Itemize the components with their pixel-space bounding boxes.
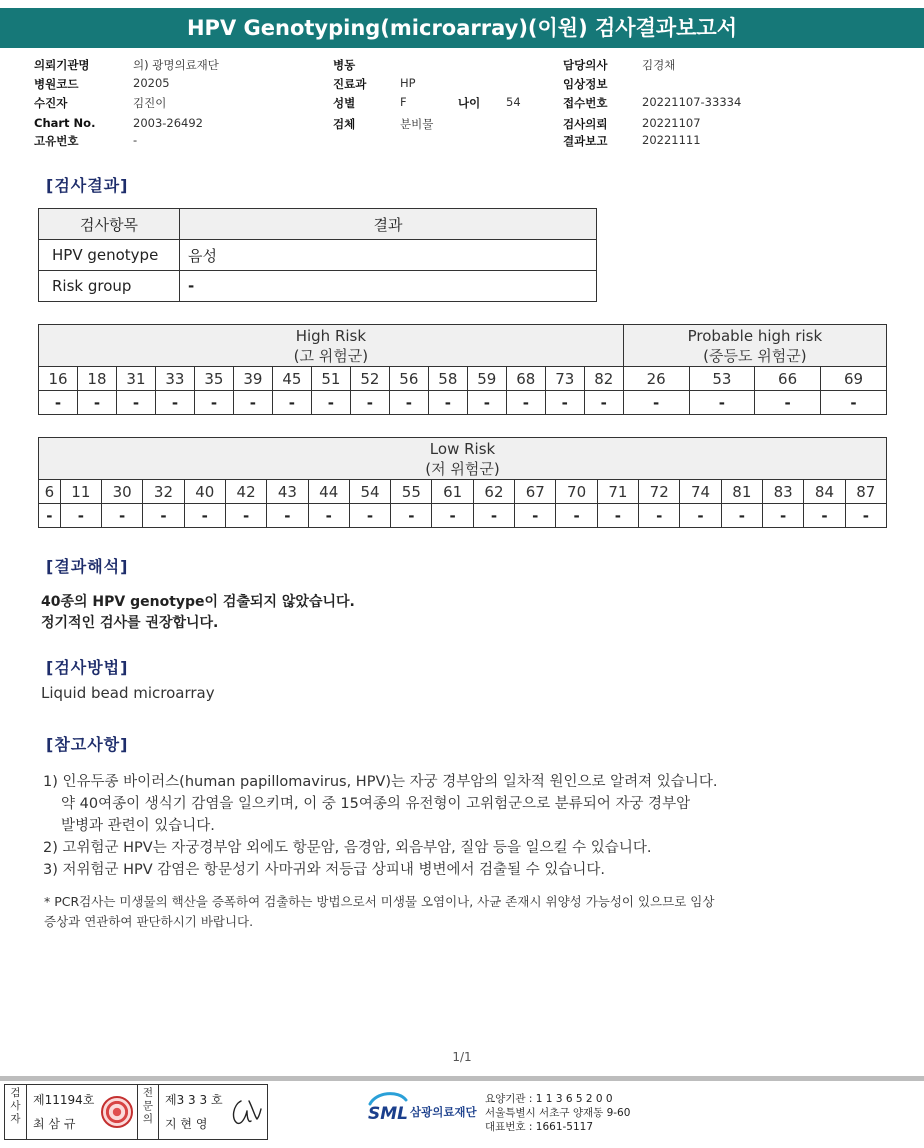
reference-item-continued: 발병과 관련이 있습니다. <box>61 818 215 834</box>
vertical-char: 문 <box>142 1100 154 1112</box>
clinical-info-label: 임상정보 <box>563 77 608 91</box>
genotype-number-cell: 42 <box>225 480 266 504</box>
genotype-result-cell: - <box>515 504 556 528</box>
genotype-number-cell: 43 <box>267 480 308 504</box>
genotype-number-cell: 69 <box>820 367 886 391</box>
info-row <box>0 95 924 113</box>
department-value: HP <box>400 76 416 90</box>
report-date-value: 20221111 <box>642 133 701 147</box>
genotype-number-cell: 55 <box>391 480 432 504</box>
genotype-number-cell: 82 <box>584 367 623 391</box>
genotype-number-cell: 54 <box>349 480 390 504</box>
genotype-result-cell: - <box>184 504 225 528</box>
genotype-number-cell: 58 <box>428 367 467 391</box>
risk-group-header-row <box>39 438 887 480</box>
genotype-number-cell: 67 <box>515 480 556 504</box>
doctor-label: 담당의사 <box>563 58 608 72</box>
probable-high-risk-header <box>623 325 886 367</box>
supervisor-vertical-label <box>137 1085 159 1139</box>
method-text: Liquid bead microarray <box>41 684 215 702</box>
signature-mark <box>227 1095 263 1129</box>
genotype-number-cell: 32 <box>143 480 184 504</box>
page-indicator: 1/1 <box>452 1050 472 1064</box>
genotype-number-cell: 70 <box>556 480 597 504</box>
genotype-result-cell: - <box>194 391 233 415</box>
high-risk-subtitle: (고 위험군) <box>293 346 369 365</box>
genotype-result-cell: - <box>473 504 514 528</box>
genotype-result-cell: - <box>272 391 311 415</box>
care-code: 요양기관 : 1 1 3 6 5 2 0 0 <box>485 1093 613 1105</box>
genotype-result-cell: - <box>432 504 473 528</box>
institution-info <box>485 1092 630 1134</box>
result-item-cell: Risk group <box>39 271 180 302</box>
genotype-result-cell: - <box>225 504 266 528</box>
reference-item: 1) 인유두종 바이러스(human papillomavirus, HPV)는 자궁 경부암의 일차적 원인으로 알려져 있습니다. <box>43 774 718 790</box>
genotype-result-cell: - <box>389 391 428 415</box>
reference-item: 2) 고위험군 HPV는 자궁경부암 외에도 항문암, 음경암, 외음부암, 질암 등을 일으킬 수 있습니다. <box>43 840 652 856</box>
receipt-no-value: 20221107-33334 <box>642 95 742 109</box>
genotype-number-cell: 39 <box>233 367 272 391</box>
vertical-char: 의 <box>142 1113 154 1125</box>
genotype-number-cell: 18 <box>77 367 116 391</box>
result-value-cell: 음성 <box>180 240 597 271</box>
info-row <box>0 116 924 134</box>
vertical-char: 검 <box>10 1087 21 1099</box>
genotype-number-cell: 68 <box>506 367 545 391</box>
genotype-result-cell: - <box>804 504 845 528</box>
genotype-number-cell: 30 <box>101 480 142 504</box>
genotype-number-cell: 33 <box>155 367 194 391</box>
info-row <box>0 76 924 94</box>
genotype-result-cell: - <box>428 391 467 415</box>
genotype-number-cell: 62 <box>473 480 514 504</box>
genotype-number-cell: 35 <box>194 367 233 391</box>
genotype-result-cell: - <box>689 391 755 415</box>
institution-value: 의) 광명의료재단 <box>133 58 219 72</box>
supervisor-name: 지 현 영 <box>165 1117 208 1131</box>
low-risk-title: Low Risk <box>429 439 496 458</box>
genotype-result-cell: - <box>39 391 78 415</box>
logo-institution-name: 삼광의료재단 <box>410 1105 477 1119</box>
genotype-result-cell: - <box>639 504 680 528</box>
risk-group-header-row <box>39 325 887 367</box>
request-date-label: 검사의뢰 <box>563 117 608 131</box>
genotype-result-row <box>39 504 887 528</box>
info-row <box>0 57 924 75</box>
genotype-result-cell: - <box>60 504 101 528</box>
genotype-number-cell: 74 <box>680 480 721 504</box>
institution-label: 의뢰기관명 <box>34 58 90 72</box>
interpretation-text <box>41 592 355 634</box>
genotype-result-cell: - <box>755 391 821 415</box>
signature-box <box>4 1084 268 1140</box>
ward-label: 병동 <box>333 58 356 72</box>
genotype-number-cell: 40 <box>184 480 225 504</box>
hospital-code-value: 20205 <box>133 76 170 90</box>
examinee-label: 수진자 <box>34 96 68 110</box>
sex-value: F <box>400 95 407 109</box>
genotype-number-cell: 51 <box>311 367 350 391</box>
department-label: 진료과 <box>333 77 367 91</box>
genotype-result-cell: - <box>350 391 389 415</box>
seal-stamp <box>101 1096 133 1128</box>
receipt-no-label: 접수번호 <box>563 96 608 110</box>
genotype-result-cell: - <box>267 504 308 528</box>
age-label: 나이 <box>458 96 481 110</box>
probable-high-risk-title: Probable high risk <box>687 326 823 345</box>
result-value-cell: - <box>180 271 597 302</box>
age-value: 54 <box>506 95 521 109</box>
genotype-number-cell: 53 <box>689 367 755 391</box>
genotype-result-cell: - <box>311 391 350 415</box>
genotype-result-cell: - <box>820 391 886 415</box>
pcr-note <box>44 892 864 932</box>
patient-info <box>0 55 924 155</box>
genotype-number-cell: 52 <box>350 367 389 391</box>
interpretation-line: 40종의 HPV genotype이 검출되지 않았습니다. <box>41 594 355 610</box>
genotype-result-cell: - <box>545 391 584 415</box>
genotype-result-row <box>39 391 887 415</box>
supervisor-vertical-text <box>138 1087 158 1126</box>
genotype-number-cell: 72 <box>639 480 680 504</box>
vertical-char: 사 <box>10 1100 21 1112</box>
column-header-item: 검사항목 <box>39 209 180 240</box>
examinee-value: 김진이 <box>133 96 167 110</box>
method-section-title: [검사방법] <box>46 658 129 677</box>
genotype-result-cell: - <box>391 504 432 528</box>
genotype-result-cell: - <box>556 504 597 528</box>
examiner-name: 최 삼 규 <box>33 1117 76 1131</box>
genotype-number-cell: 45 <box>272 367 311 391</box>
info-row <box>0 133 924 151</box>
genotype-result-cell: - <box>467 391 506 415</box>
genotype-result-cell: - <box>308 504 349 528</box>
sex-label: 성별 <box>333 96 356 110</box>
genotype-number-cell: 16 <box>39 367 78 391</box>
low-risk-header <box>39 438 887 480</box>
genotype-result-cell: - <box>597 504 638 528</box>
high-risk-table <box>38 324 887 415</box>
report-date-label: 결과보고 <box>563 134 608 148</box>
sml-logo <box>366 1090 478 1134</box>
genotype-number-cell: 66 <box>755 367 821 391</box>
genotype-number-cell: 56 <box>389 367 428 391</box>
logo-text: SML <box>368 1104 408 1124</box>
chart-no-value: 2003-26492 <box>133 116 203 130</box>
note-line: 증상과 연관하여 판단하시기 바랍니다. <box>44 914 254 929</box>
reference-item-continued: 약 40여종이 생식기 감염을 일으키며, 이 중 15여종의 유전형이 고위험군으로 분류되어 자궁 경부암 <box>61 796 691 812</box>
genotype-number-cell: 11 <box>60 480 101 504</box>
genotype-number-cell: 83 <box>762 480 803 504</box>
doctor-value: 김경채 <box>642 58 676 72</box>
vertical-char: 자 <box>10 1113 21 1125</box>
specimen-label: 검체 <box>333 117 356 131</box>
genotype-result-cell: - <box>39 504 61 528</box>
genotype-number-cell: 87 <box>845 480 886 504</box>
hospital-code-label: 병원코드 <box>34 77 79 91</box>
high-risk-header <box>39 325 624 367</box>
table-header-row <box>39 209 597 240</box>
request-date-value: 20221107 <box>642 116 701 130</box>
chart-no-label: Chart No. <box>34 116 96 130</box>
genotype-result-cell: - <box>116 391 155 415</box>
genotype-result-cell: - <box>77 391 116 415</box>
genotype-number-cell: 61 <box>432 480 473 504</box>
unique-no-value: - <box>133 133 138 147</box>
genotype-result-cell: - <box>155 391 194 415</box>
report-title: HPV Genotyping(microarray)(이원) 검사결과보고서 <box>0 8 924 48</box>
vertical-char: 전 <box>142 1087 154 1099</box>
low-risk-table <box>38 437 887 528</box>
probable-high-risk-subtitle: (중등도 위험군) <box>703 346 807 365</box>
institution-phone: 대표번호 : 1661-5117 <box>485 1121 594 1133</box>
genotype-result-cell: - <box>762 504 803 528</box>
interpretation-line: 정기적인 검사를 권장합니다. <box>41 615 219 631</box>
genotype-result-cell: - <box>584 391 623 415</box>
genotype-result-cell: - <box>845 504 886 528</box>
genotype-result-cell: - <box>721 504 762 528</box>
genotype-number-cell: 71 <box>597 480 638 504</box>
genotype-result-cell: - <box>143 504 184 528</box>
genotype-number-cell: 81 <box>721 480 762 504</box>
examiner-vertical-label <box>5 1085 27 1139</box>
supervisor-license: 제3 3 3 호 <box>165 1093 223 1107</box>
table-row <box>39 271 597 302</box>
genotype-number-cell: 59 <box>467 367 506 391</box>
genotype-number-cell: 44 <box>308 480 349 504</box>
unique-no-label: 고유번호 <box>34 134 79 148</box>
examiner-vertical-text <box>5 1087 26 1126</box>
genotype-result-cell: - <box>680 504 721 528</box>
note-line: * PCR검사는 미생물의 핵산을 증폭하여 검출하는 방법으로서 미생물 오염이나, 사균 존재시 위양성 가능성이 있으므로 임상 <box>44 894 715 909</box>
genotype-number-cell: 26 <box>623 367 689 391</box>
interpretation-section-title: [결과해석] <box>46 557 129 576</box>
genotype-result-cell: - <box>349 504 390 528</box>
results-section-title: [검사결과] <box>46 176 129 195</box>
genotype-result-cell: - <box>101 504 142 528</box>
result-item-cell: HPV genotype <box>39 240 180 271</box>
low-risk-subtitle: (저 위험군) <box>425 459 500 478</box>
genotype-number-cell: 73 <box>545 367 584 391</box>
genotype-number-cell: 84 <box>804 480 845 504</box>
column-header-result: 결과 <box>180 209 597 240</box>
genotype-number-row <box>39 480 887 504</box>
references-section-title: [참고사항] <box>46 735 129 754</box>
genotype-number-cell: 6 <box>39 480 61 504</box>
reference-item: 3) 저위험군 HPV 감염은 항문성기 사마귀와 저등급 상피내 병변에서 검출될 수 있습니다. <box>43 862 605 878</box>
references-list <box>43 771 717 881</box>
high-risk-title: High Risk <box>295 326 367 345</box>
institution-address: 서울특별시 서초구 양재동 9-60 <box>485 1107 631 1119</box>
genotype-number-cell: 31 <box>116 367 155 391</box>
genotype-result-cell: - <box>506 391 545 415</box>
genotype-result-cell: - <box>623 391 689 415</box>
table-row <box>39 240 597 271</box>
footer-divider <box>0 1076 924 1081</box>
genotype-result-cell: - <box>233 391 272 415</box>
specimen-value: 분비물 <box>400 117 434 131</box>
genotype-number-row <box>39 367 887 391</box>
examiner-license: 제11194호 <box>33 1093 95 1107</box>
result-table <box>38 208 597 302</box>
